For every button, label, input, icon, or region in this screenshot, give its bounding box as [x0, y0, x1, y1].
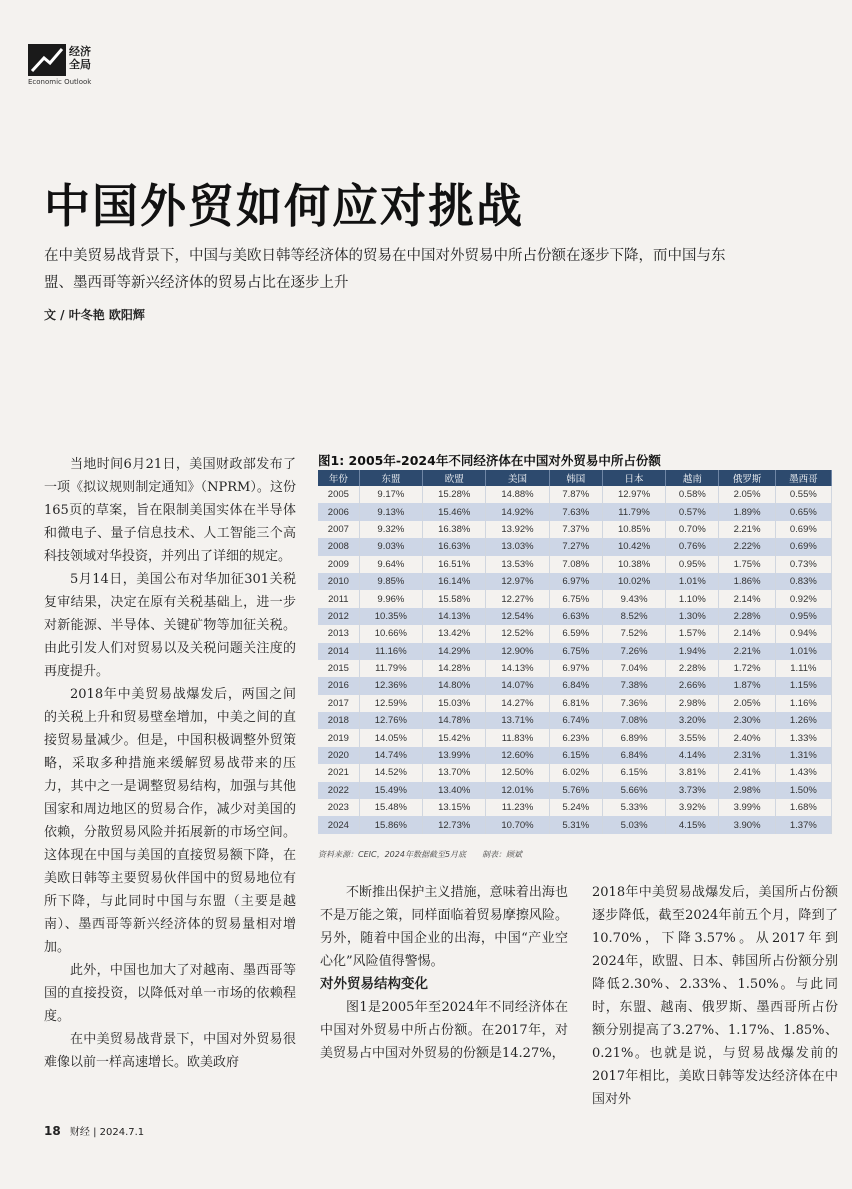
- table-value-cell: 15.42%: [423, 729, 486, 746]
- table-value-cell: 16.63%: [423, 538, 486, 555]
- table-header-row: [318, 470, 832, 486]
- table-value-cell: 7.37%: [549, 521, 602, 538]
- table-value-cell: 3.92%: [666, 799, 719, 816]
- figure-source: 资料来源：CEIC，2024年数据截至5月底 制表：顾斌: [318, 850, 523, 859]
- table-value-cell: 12.76%: [359, 712, 422, 729]
- logo-cn-text: 经济 全局: [69, 45, 91, 71]
- table-value-cell: 1.01%: [666, 573, 719, 590]
- table-header-cell: 越南: [666, 470, 719, 486]
- table-value-cell: 12.97%: [486, 573, 549, 590]
- table-value-cell: 2.31%: [719, 747, 775, 764]
- table-header-cell: 俄罗斯: [719, 470, 775, 486]
- table-value-cell: 3.55%: [666, 729, 719, 746]
- table-row: [318, 590, 832, 607]
- table-value-cell: 6.75%: [549, 590, 602, 607]
- table-value-cell: 16.14%: [423, 573, 486, 590]
- table-value-cell: 1.75%: [719, 556, 775, 573]
- table-value-cell: 2.28%: [666, 660, 719, 677]
- table-value-cell: 1.86%: [719, 573, 775, 590]
- table-value-cell: 0.76%: [666, 538, 719, 555]
- table-value-cell: 13.70%: [423, 764, 486, 781]
- table-value-cell: 1.87%: [719, 677, 775, 694]
- table-value-cell: 11.16%: [359, 643, 422, 660]
- table-value-cell: 7.04%: [602, 660, 665, 677]
- table-row: [318, 660, 832, 677]
- table-value-cell: 0.95%: [775, 608, 831, 625]
- paragraph: 2018年中美贸易战爆发后，两国之间的关税上升和贸易壁垒增加，中美之间的直接贸易量减少。但是，中国积极调整外贸策略，采取多种措施来缓解贸易战带来的压力，其中之一是调整贸易结构，加强与其他国家和周边地区的贸易合作，减少对美国的依赖，分散贸易风险并拓展新的市场空间。这体现在中国与美国的直接贸易额下降，在美欧日韩等主要贸易伙伴国中的贸易地位有所下降，与此同时中国与东盟（主要是越南）、墨西哥等新兴经济体的贸易量相对增加。: [44, 687, 296, 955]
- table-value-cell: 14.74%: [359, 747, 422, 764]
- table-value-cell: 1.01%: [775, 643, 831, 660]
- table-year-cell: 2007: [318, 521, 359, 538]
- table-row: [318, 799, 832, 816]
- table-value-cell: 1.15%: [775, 677, 831, 694]
- table-value-cell: 2.41%: [719, 764, 775, 781]
- body-column-2: [320, 881, 568, 1065]
- table-value-cell: 12.54%: [486, 608, 549, 625]
- table-value-cell: 8.52%: [602, 608, 665, 625]
- table-value-cell: 13.42%: [423, 625, 486, 642]
- table-value-cell: 1.33%: [775, 729, 831, 746]
- table-row: [318, 643, 832, 660]
- table-value-cell: 0.92%: [775, 590, 831, 607]
- section-heading: 对外贸易结构变化: [320, 976, 428, 992]
- table-value-cell: 9.03%: [359, 538, 422, 555]
- table-value-cell: 1.31%: [775, 747, 831, 764]
- table-value-cell: 11.23%: [486, 799, 549, 816]
- paragraph: 当地时间6月21日，美国财政部发布了一项《拟议规则制定通知》（NPRM）。这份165页的草案，旨在限制美国实体在半导体和微电子、量子信息技术、人工智能三个高科技领域对华投资，并列出了详细的规定。: [44, 457, 296, 564]
- table-value-cell: 5.33%: [602, 799, 665, 816]
- table-value-cell: 1.57%: [666, 625, 719, 642]
- table-value-cell: 12.50%: [486, 764, 549, 781]
- table-value-cell: 6.23%: [549, 729, 602, 746]
- table-value-cell: 2.14%: [719, 590, 775, 607]
- table-value-cell: 2.98%: [666, 695, 719, 712]
- table-value-cell: 10.38%: [602, 556, 665, 573]
- table-value-cell: 3.90%: [719, 816, 775, 833]
- table-year-cell: 2018: [318, 712, 359, 729]
- table-value-cell: 1.11%: [775, 660, 831, 677]
- table-value-cell: 14.52%: [359, 764, 422, 781]
- table-value-cell: 12.73%: [423, 816, 486, 833]
- table-year-cell: 2016: [318, 677, 359, 694]
- table-value-cell: 14.28%: [423, 660, 486, 677]
- table-value-cell: 0.58%: [666, 486, 719, 503]
- table-value-cell: 1.68%: [775, 799, 831, 816]
- table-row: [318, 695, 832, 712]
- table-value-cell: 2.14%: [719, 625, 775, 642]
- table-value-cell: 6.84%: [602, 747, 665, 764]
- table-value-cell: 11.79%: [602, 503, 665, 520]
- table-value-cell: 15.86%: [359, 816, 422, 833]
- table-value-cell: 3.20%: [666, 712, 719, 729]
- table-value-cell: 0.94%: [775, 625, 831, 642]
- table-header-cell: 墨西哥: [775, 470, 831, 486]
- table-value-cell: 12.60%: [486, 747, 549, 764]
- paragraph: 不断推出保护主义措施，意味着出海也不是万能之策，同样面临着贸易摩擦风险。另外，随着中国企业的出海，中国“产业空心化”风险值得警惕。: [320, 885, 568, 969]
- table-row: [318, 782, 832, 799]
- table-value-cell: 14.80%: [423, 677, 486, 694]
- table-value-cell: 13.99%: [423, 747, 486, 764]
- table-year-cell: 2021: [318, 764, 359, 781]
- table-value-cell: 14.13%: [486, 660, 549, 677]
- table-value-cell: 6.84%: [549, 677, 602, 694]
- body-column-1: [44, 453, 296, 1074]
- table-value-cell: 7.63%: [549, 503, 602, 520]
- table-year-cell: 2023: [318, 799, 359, 816]
- table-row: [318, 677, 832, 694]
- table-value-cell: 2.40%: [719, 729, 775, 746]
- table-value-cell: 12.97%: [602, 486, 665, 503]
- table-value-cell: 5.03%: [602, 816, 665, 833]
- table-value-cell: 16.38%: [423, 521, 486, 538]
- table-row: [318, 816, 832, 833]
- table-value-cell: 0.95%: [666, 556, 719, 573]
- paragraph: 2018年中美贸易战爆发后，美国所占份额逐步降低，截至2024年前五个月，降到了10.70%，下降3.57%。从2017年到2024年，欧盟、日本、韩国所占份额分别降低2.30%、2.33%、1.50%。与此同时，东盟、越南、俄罗斯、墨西哥所占份额分别提高了3.27%、1.17%、1.85%、0.21%。也就是说，与贸易战爆发前的2017年相比，美欧日韩等发达经济体在中国对外: [592, 885, 838, 1107]
- table-value-cell: 9.43%: [602, 590, 665, 607]
- table-value-cell: 2.21%: [719, 521, 775, 538]
- table-row: [318, 556, 832, 573]
- table-value-cell: 5.31%: [549, 816, 602, 833]
- table-value-cell: 1.72%: [719, 660, 775, 677]
- section-logo: [28, 44, 148, 88]
- table-value-cell: 11.79%: [359, 660, 422, 677]
- table-value-cell: 0.83%: [775, 573, 831, 590]
- table-value-cell: 11.83%: [486, 729, 549, 746]
- table-year-cell: 2022: [318, 782, 359, 799]
- table-value-cell: 12.59%: [359, 695, 422, 712]
- table-value-cell: 12.52%: [486, 625, 549, 642]
- table-value-cell: 4.15%: [666, 816, 719, 833]
- table-value-cell: 14.29%: [423, 643, 486, 660]
- table-value-cell: 6.63%: [549, 608, 602, 625]
- table-value-cell: 14.13%: [423, 608, 486, 625]
- paragraph: 5月14日，美国公布对华加征301关税复审结果，决定在原有关税基础上，进一步对新能源、半导体、关键矿物等加征关税。由此引发人们对贸易以及关税问题关注度的再度提升。: [44, 572, 296, 679]
- page-number: 18: [44, 1124, 61, 1138]
- table-value-cell: 15.46%: [423, 503, 486, 520]
- table-year-cell: 2017: [318, 695, 359, 712]
- table-value-cell: 14.78%: [423, 712, 486, 729]
- table-year-cell: 2020: [318, 747, 359, 764]
- article-title: 中国外贸如何应对挑战: [44, 179, 524, 233]
- table-value-cell: 7.08%: [549, 556, 602, 573]
- table-value-cell: 0.69%: [775, 538, 831, 555]
- table-value-cell: 9.32%: [359, 521, 422, 538]
- table-body: [318, 486, 832, 834]
- table-value-cell: 0.55%: [775, 486, 831, 503]
- table-year-cell: 2006: [318, 503, 359, 520]
- table-value-cell: 6.15%: [602, 764, 665, 781]
- body-column-3: [592, 881, 838, 1111]
- table-value-cell: 0.70%: [666, 521, 719, 538]
- table-year-cell: 2012: [318, 608, 359, 625]
- table-row: [318, 625, 832, 642]
- table-value-cell: 9.96%: [359, 590, 422, 607]
- table-value-cell: 3.81%: [666, 764, 719, 781]
- table-value-cell: 1.26%: [775, 712, 831, 729]
- table-value-cell: 14.07%: [486, 677, 549, 694]
- table-row: [318, 521, 832, 538]
- table-header-cell: 日本: [602, 470, 665, 486]
- table-value-cell: 6.74%: [549, 712, 602, 729]
- table-value-cell: 14.05%: [359, 729, 422, 746]
- table-value-cell: 1.30%: [666, 608, 719, 625]
- table-value-cell: 5.66%: [602, 782, 665, 799]
- table-year-cell: 2005: [318, 486, 359, 503]
- table-value-cell: 13.71%: [486, 712, 549, 729]
- table-value-cell: 1.10%: [666, 590, 719, 607]
- table-value-cell: 13.53%: [486, 556, 549, 573]
- table-value-cell: 6.81%: [549, 695, 602, 712]
- table-value-cell: 6.02%: [549, 764, 602, 781]
- table-value-cell: 10.42%: [602, 538, 665, 555]
- table-value-cell: 4.14%: [666, 747, 719, 764]
- table-value-cell: 2.05%: [719, 486, 775, 503]
- table-value-cell: 13.15%: [423, 799, 486, 816]
- table-value-cell: 7.52%: [602, 625, 665, 642]
- table-year-cell: 2009: [318, 556, 359, 573]
- table-year-cell: 2015: [318, 660, 359, 677]
- table-value-cell: 2.21%: [719, 643, 775, 660]
- table-row: [318, 486, 832, 503]
- table-value-cell: 0.65%: [775, 503, 831, 520]
- table-value-cell: 13.03%: [486, 538, 549, 555]
- table-value-cell: 15.48%: [359, 799, 422, 816]
- table-header-cell: 东盟: [359, 470, 422, 486]
- table-value-cell: 15.03%: [423, 695, 486, 712]
- table-year-cell: 2019: [318, 729, 359, 746]
- table-value-cell: 3.99%: [719, 799, 775, 816]
- table-value-cell: 6.15%: [549, 747, 602, 764]
- table-row: [318, 538, 832, 555]
- issue-info: 财经 | 2024.7.1: [69, 1127, 145, 1138]
- table-value-cell: 9.85%: [359, 573, 422, 590]
- logo-en-text: Economic Outlook: [28, 78, 92, 86]
- table-value-cell: 6.97%: [549, 660, 602, 677]
- figure-title: 图1: 2005年-2024年不同经济体在中国对外贸易中所占份额: [318, 453, 661, 468]
- table-year-cell: 2024: [318, 816, 359, 833]
- table-value-cell: 7.38%: [602, 677, 665, 694]
- table-value-cell: 9.17%: [359, 486, 422, 503]
- table-value-cell: 7.87%: [549, 486, 602, 503]
- table-row: [318, 608, 832, 625]
- table-year-cell: 2008: [318, 538, 359, 555]
- table-value-cell: 10.66%: [359, 625, 422, 642]
- table-value-cell: 2.30%: [719, 712, 775, 729]
- table-row: [318, 503, 832, 520]
- table-value-cell: 2.22%: [719, 538, 775, 555]
- table-value-cell: 2.05%: [719, 695, 775, 712]
- table-value-cell: 5.76%: [549, 782, 602, 799]
- table-row: [318, 764, 832, 781]
- table-value-cell: 7.08%: [602, 712, 665, 729]
- table-row: [318, 747, 832, 764]
- table-year-cell: 2014: [318, 643, 359, 660]
- table-value-cell: 7.27%: [549, 538, 602, 555]
- table-value-cell: 6.97%: [549, 573, 602, 590]
- table-value-cell: 0.57%: [666, 503, 719, 520]
- table-value-cell: 13.92%: [486, 521, 549, 538]
- page-footer: [44, 1123, 144, 1138]
- table-header-cell: 欧盟: [423, 470, 486, 486]
- table-value-cell: 15.28%: [423, 486, 486, 503]
- table-value-cell: 14.92%: [486, 503, 549, 520]
- table-row: [318, 712, 832, 729]
- table-value-cell: 14.27%: [486, 695, 549, 712]
- table-value-cell: 5.24%: [549, 799, 602, 816]
- article-byline: 文 / 叶冬艳 欧阳辉: [44, 308, 145, 322]
- paragraph: 图1是2005年至2024年不同经济体在中国对外贸易中所占份额。在2017年，对美贸易占中国对外贸易的份额是14.27%，: [320, 1000, 568, 1061]
- table-value-cell: 3.73%: [666, 782, 719, 799]
- table-value-cell: 15.49%: [359, 782, 422, 799]
- table-value-cell: 9.13%: [359, 503, 422, 520]
- table-value-cell: 0.73%: [775, 556, 831, 573]
- table-value-cell: 10.02%: [602, 573, 665, 590]
- table-value-cell: 16.51%: [423, 556, 486, 573]
- article-deck: 在中美贸易战背景下，中国与美欧日韩等经济体的贸易在中国对外贸易中所占份额在逐步下降，而中国与东盟、墨西哥等新兴经济体的贸易占比在逐步上升: [44, 248, 726, 291]
- table-value-cell: 7.36%: [602, 695, 665, 712]
- table-value-cell: 14.88%: [486, 486, 549, 503]
- table-value-cell: 1.89%: [719, 503, 775, 520]
- table-value-cell: 15.58%: [423, 590, 486, 607]
- table-value-cell: 0.69%: [775, 521, 831, 538]
- table-value-cell: 1.50%: [775, 782, 831, 799]
- table-value-cell: 10.85%: [602, 521, 665, 538]
- table-value-cell: 13.40%: [423, 782, 486, 799]
- paragraph: 此外，中国也加大了对越南、墨西哥等国的直接投资，以降低对单一市场的依赖程度。: [44, 963, 296, 1024]
- table-header-cell: 年份: [318, 470, 359, 486]
- table-year-cell: 2011: [318, 590, 359, 607]
- table-value-cell: 6.59%: [549, 625, 602, 642]
- table-year-cell: 2013: [318, 625, 359, 642]
- table-value-cell: 2.66%: [666, 677, 719, 694]
- table-header-cell: 美国: [486, 470, 549, 486]
- trade-share-table: [318, 470, 832, 834]
- table-value-cell: 1.16%: [775, 695, 831, 712]
- table-value-cell: 1.37%: [775, 816, 831, 833]
- table-value-cell: 6.89%: [602, 729, 665, 746]
- table-value-cell: 7.26%: [602, 643, 665, 660]
- table-value-cell: 12.27%: [486, 590, 549, 607]
- table-header-cell: 韩国: [549, 470, 602, 486]
- table-value-cell: 1.94%: [666, 643, 719, 660]
- table-value-cell: 6.75%: [549, 643, 602, 660]
- table-row: [318, 729, 832, 746]
- table-value-cell: 10.35%: [359, 608, 422, 625]
- table-value-cell: 2.98%: [719, 782, 775, 799]
- paragraph: 在中美贸易战背景下，中国对外贸易很难像以前一样高速增长。欧美政府: [44, 1032, 296, 1070]
- table-value-cell: 1.43%: [775, 764, 831, 781]
- table-value-cell: 12.90%: [486, 643, 549, 660]
- table-value-cell: 12.36%: [359, 677, 422, 694]
- table-row: [318, 573, 832, 590]
- table-value-cell: 12.01%: [486, 782, 549, 799]
- table-year-cell: 2010: [318, 573, 359, 590]
- table-value-cell: 10.70%: [486, 816, 549, 833]
- table-value-cell: 2.28%: [719, 608, 775, 625]
- table-value-cell: 9.64%: [359, 556, 422, 573]
- logo-mark-icon: [28, 44, 66, 76]
